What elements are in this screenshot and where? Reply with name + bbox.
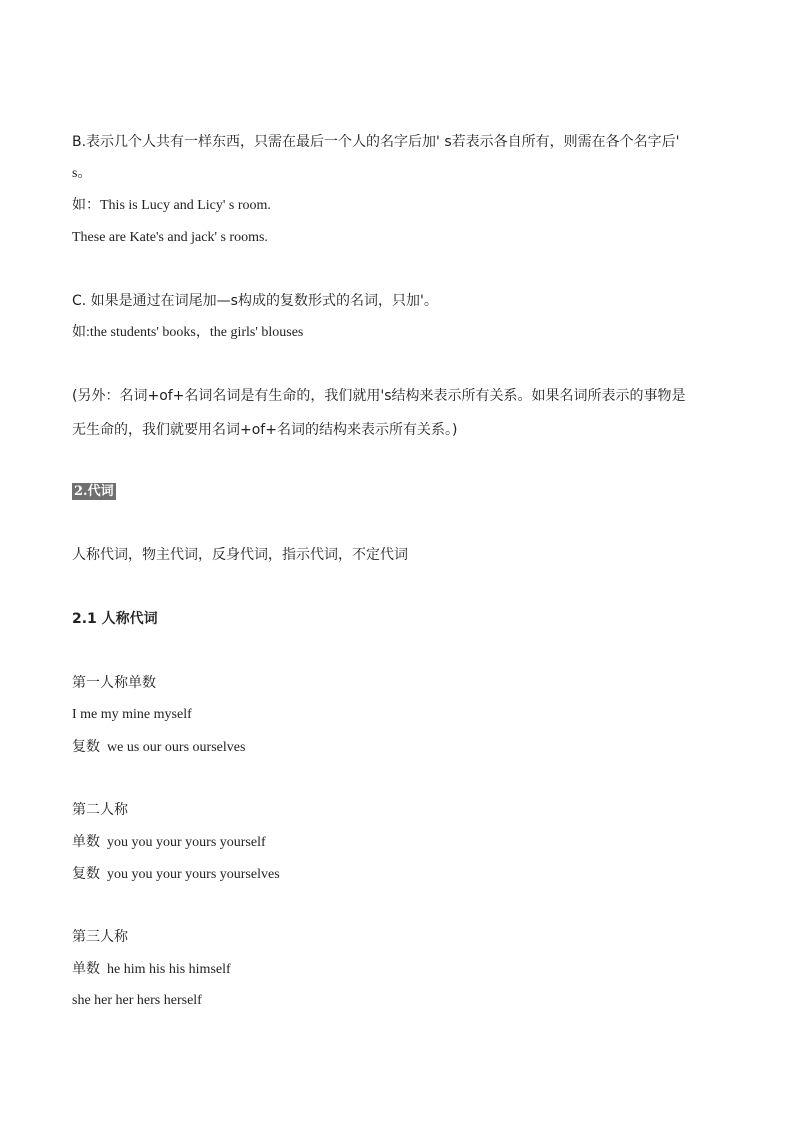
first-person-singular: I me my mine myself [72, 707, 192, 722]
singular-label: 单数 [72, 961, 100, 977]
note-line-2: 无生命的，我们就要用名词+of+名词的结构来表示所有关系。) [72, 422, 458, 438]
first-person-plural-row [72, 738, 245, 757]
second-person-plural: you you your yours yourselves [107, 867, 280, 882]
third-person-singular-masculine: he him his his himself [107, 962, 231, 977]
section-c-line-1: C. 如果是通过在词尾加—s构成的复数形式的名词，只加'。 [72, 293, 438, 309]
note-line-1: (另外：名词+of+名词名词是有生命的，我们就用's结构来表示所有关系。如果名词所表示的事物是 [72, 388, 686, 404]
third-person-singular-feminine: she her her hers herself [72, 993, 202, 1008]
subheading-personal-pronouns: 2.1 人称代词 [72, 611, 158, 627]
third-person-singular-row [72, 960, 231, 979]
third-person-title: 第三人称 [72, 929, 128, 945]
pronoun-types: 人称代词，物主代词，反身代词，指示代词，不定代词 [72, 547, 408, 563]
second-person-title: 第二人称 [72, 802, 128, 818]
section-b-example-1: 如：This is Lucy and Licy' s room. [72, 198, 271, 213]
second-person-plural-row [72, 865, 280, 884]
section-c-example: 如:the students' books，the girls' blouses [72, 325, 304, 340]
second-person-singular-row [72, 833, 266, 852]
second-person-singular: you you your yours yourself [107, 835, 266, 850]
section-b-line-2: s。 [72, 166, 92, 181]
section-b-line-1: B.表示几个人共有一样东西，只需在最后一个人的名字后加' s若表示各自所有，则需在各个名字后' [72, 134, 680, 150]
first-person-title: 第一人称单数 [72, 675, 156, 691]
first-person-plural: we us our ours ourselves [107, 740, 246, 755]
plural-label: 复数 [72, 739, 100, 755]
plural-label: 复数 [72, 866, 100, 882]
section-heading-label: 2.代词 [74, 484, 114, 499]
section-heading [72, 483, 116, 501]
singular-label: 单数 [72, 834, 100, 850]
section-b-example-2: These are Kate's and jack' s rooms. [72, 230, 268, 245]
